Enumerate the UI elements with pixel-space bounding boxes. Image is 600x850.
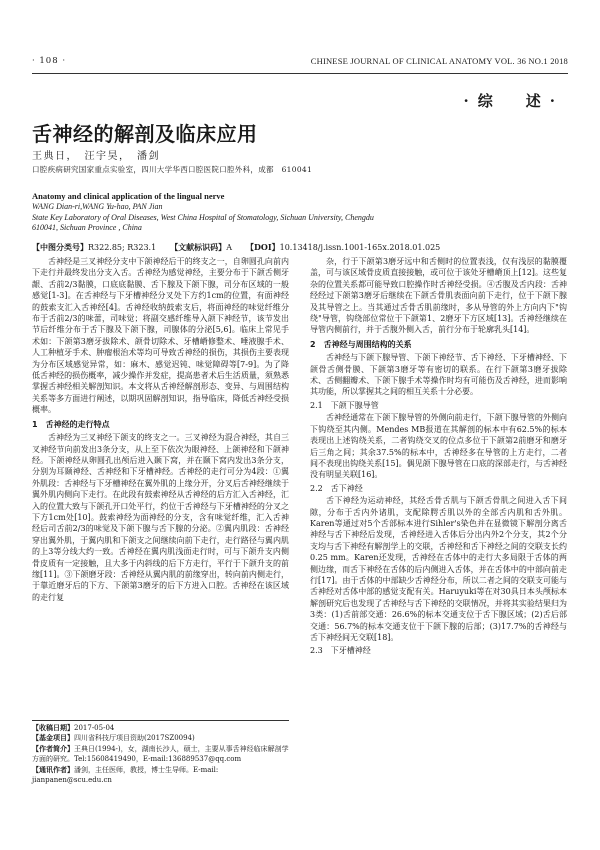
received-date: 【收稿日期】2017-05-04 [32, 723, 115, 732]
corresponding-author: 【通讯作者】潘剑，主任医师，教授，博士生导师。E-mail: jianpanen@scu.edu.cn [32, 764, 219, 785]
clc-value: R322.85; R323.1 [88, 243, 157, 252]
relations-paragraph: 舌神经与下颌下腺导管、下颌下神经节、舌下神经、下牙槽神经、下颌骨舌侧骨膜、下颌第3磨牙等有密切的联系。在行下颌第3磨牙拔除术、舌侧翻瓣术、下颌下腺手术等操作时均有可能伤及舌神经，进而影响其功能，所以掌握其之间的相互关系十分必要。 [310, 353, 567, 397]
subsection-heading-2-3: 2.3 下牙槽神经 [310, 646, 371, 656]
intro-paragraph: 舌神经是三叉神经分支中下颌神经后干的终支之一，自卵圆孔向前内下走行并最终发出分支入舌。舌神经为感觉神经，主要分布于下颌舌侧牙龈、舌前2/3黏膜，口底底黏膜、舌下腺及下颌下腺，司分布区域的一般感觉[1-3]。在舌神经与下牙槽神经分叉处下方约1cm的位置，有面神经的鼓索支汇入舌神经[4]。舌神经收纳鼓索支后，将面神经的味觉纤维分布于舌前2/3的味蕾，司味觉；将副交感纤维导入颌下神经节，该节发出节后纤维分布于舌下腺及下颌下腺，司腺体的分泌[5,6]。临床上常见手术如：下颌第3磨牙拔除术、颌骨切除术、牙槽嵴修整术、唾液腺手术、人工种植牙手术、肿瘤根治术等均可导致舌神经的损伤，其损伤主要表现为分布区域感觉异常，如：麻木、感觉迟钝、味觉障碍等[7-9]。为了降低舌神经的损伤概率，减少操作并发症，提高患者术后生活质量，须熟悉掌握舌神经相关解剖知识。本文将从舌神经解剖形态、变异、与周围结构关系等多方面进行阐述，以期巩固解剖知识，指导临床，降低舌神经受损概率。 [32, 257, 289, 415]
classification-line [32, 242, 440, 253]
course-paragraph: 舌神经为三叉神经下颌支的终支之一。三叉神经为混合神经，其自三叉神经节向前发出3条分支，从上至下依次为眼神经、上颌神经和下颌神经。下颌神经从卵圆孔出颅后进入颞下窝，并在颞下窝内发出3条分支，分别为耳颞神经、舌神经和下牙槽神经。舌神经的走行可分为4段：①翼外肌段：舌神经与下牙槽神经在翼外肌的上缘分开，分叉后舌神经继续于翼外肌内侧向下走行。在此段有鼓索神经从舌神经的后方汇入舌神经，汇入的位置大致与下颌孔开口处平行，约位于舌神经与下牙槽神经的分叉之下方1cm处[10]。鼓索神经为面神经的分支，含有味觉纤维，汇入舌神经后司舌前2/3的味觉及下颌下腺与舌下腺的分泌。②翼内肌段：舌神经穿出翼外肌，于翼内肌和下颌支之间继续向前下走行，走行路径与翼内肌的上3等分线大约一致。舌神经在翼内肌浅面走行时，可与下颌升支内侧骨皮质有一定接触，且大多于内斜线的后下方走行，平行于下颌升支的前缘[11]。③下颌磨牙段：舌神经从翼内肌的前缘穿出，转向前内侧走行，于靠近磨牙后的下方、下颌第3磨牙的后下方进入口腔。舌神经在该区域的走行复 [32, 433, 289, 602]
doi-label: 【DOI】 [245, 242, 280, 252]
article-title: 舌神经的解剖及临床应用 [32, 122, 258, 146]
running-header [32, 56, 568, 70]
doc-code-label: 【文献标识码】 [170, 242, 227, 252]
section-heading-1: 1 舌神经的走行特点 [32, 419, 110, 429]
course-continued-paragraph: 杂，行于下颌第3磨牙远中和舌侧时的位置表浅，仅有浅层的黏膜覆盖，可与该区域骨皮质直接接触，或可位于该处牙槽嵴顶上[12]。这些复杂的位置关系都可能导致口腔操作时舌神经受损。④舌腹及舌内段：舌神经经过下颌第3磨牙后继续在下颌舌骨肌表面向前下走行，位于下颌下腺及其导管之上。当其通过舌骨舌肌前缘时，多从导管的外上方向内下"钩绕"导管，钩绕部位常位于下颌第1、2磨牙下方区域[13]。舌神经继续在导管内侧前行，并于舌腹外侧入舌，前行分布于轮廓乳头[14]。 [310, 257, 567, 335]
english-title: Anatomy and clinical application of the lingual nerve [32, 191, 225, 201]
doc-code-value: A [226, 243, 232, 252]
page-number: · 108 · [32, 56, 67, 66]
author-bio: 【作者简介】王典日(1994-)，女，湖南长沙人，硕士，主要从事舌神经临床解剖学方面的研究。Tel:15608419490，E-mail:136889537@qq.com [32, 743, 289, 764]
fund-project: 【基金项目】四川省科技厅项目资助(2017SZ0094) [32, 733, 195, 743]
english-authors: WANG Dian-ri,WANG Yu-hao, PAN Jian [32, 202, 163, 211]
article-affiliation: 口腔疾病研究国家重点实验室，四川大学华西口腔医院口腔外科，成都 610041 [32, 165, 313, 174]
english-affiliation-line1: State Key Laboratory of Oral Diseases, West China Hospital of Stomatology, Sichuan University, Chengdu [32, 212, 374, 222]
footnote-rule [32, 720, 289, 721]
english-header [32, 191, 568, 234]
subsection-heading-2-1: 2.1 下颌下腺导管 [310, 400, 379, 410]
clc-label: 【中图分类号】 [32, 242, 88, 252]
english-affiliation-line2: 610041, Sichuan Province , China [32, 223, 142, 232]
right-column [310, 256, 567, 658]
header-rule [32, 73, 568, 74]
duct-paragraph: 舌神经通常在下颌下腺导管的外侧向前走行，下颌下腺导管的外侧向下钩绕至其内侧。Mendes MB报道在其解剖的标本中有62.5%的标本表现出上述钩绕关系，二者钩绕交叉的位点多位于下颌第2前磨牙和磨牙后三角之间；其余37.5%的标本中，舌神经多在导管的上方走行，二者间不表现出钩绕关系[15]。偶见颌下腺导管在口底的深部走行，与舌神经没有明显关联[16]。 [310, 413, 567, 480]
footnote-block [32, 720, 289, 785]
section-heading-2: 2 舌神经与周围结构的关系 [310, 339, 412, 349]
doi-link[interactable]: 10.13418/j.issn.1001-165x.2018.01.025 [279, 243, 441, 252]
section-tag: ·综 述· [463, 92, 564, 110]
hypoglossal-paragraph: 舌下神经为运动神经，其经舌骨舌肌与下颌舌骨肌之间进入舌下间隙，分布于舌内外诸肌，支配除腭舌肌以外的全部舌内肌和舌外肌。Karen等通过对5个舌部标本进行Sihler's染色并在显微镜下解剖分离舌神经与舌下神经后发现，舌神经进入舌体后分出内外2个分支，其2个分支均与舌下神经有解剖学上的交联，舌神经和舌下神经之间的交联支长约0.25 mm。Karen还发现，舌神经在舌体中的走行大多局限于舌体的两侧边缘，而舌下神经在舌体的后内侧进入舌体，并在舌体中的中部向前走行[17]。由于舌体的中部缺少舌神经分布，所以二者之间的交联支可能与舌神经对舌体中部的感觉支配有关。Haruyuki等在对30具日本头颅标本解剖研究后也发现了舌神经与舌下神经的交联情况，并将其实验结果归为3类：(1)舌前部交通：26.6%的标本交通支位于舌下腺区域；(2)舌后部交通：56.7%的标本交通支位于下颌下腺的后部；(3)17.7%的舌神经与舌下神经间无交联[18]。 [310, 496, 567, 642]
article-authors: 王典日， 汪宇昊， 潘剑 [32, 151, 160, 162]
journal-name: CHINESE JOURNAL OF CLINICAL ANATOMY VOL. 36 NO.1 2018 [310, 56, 568, 66]
left-column [32, 256, 289, 603]
subsection-heading-2-2: 2.2 舌下神经 [310, 483, 363, 493]
